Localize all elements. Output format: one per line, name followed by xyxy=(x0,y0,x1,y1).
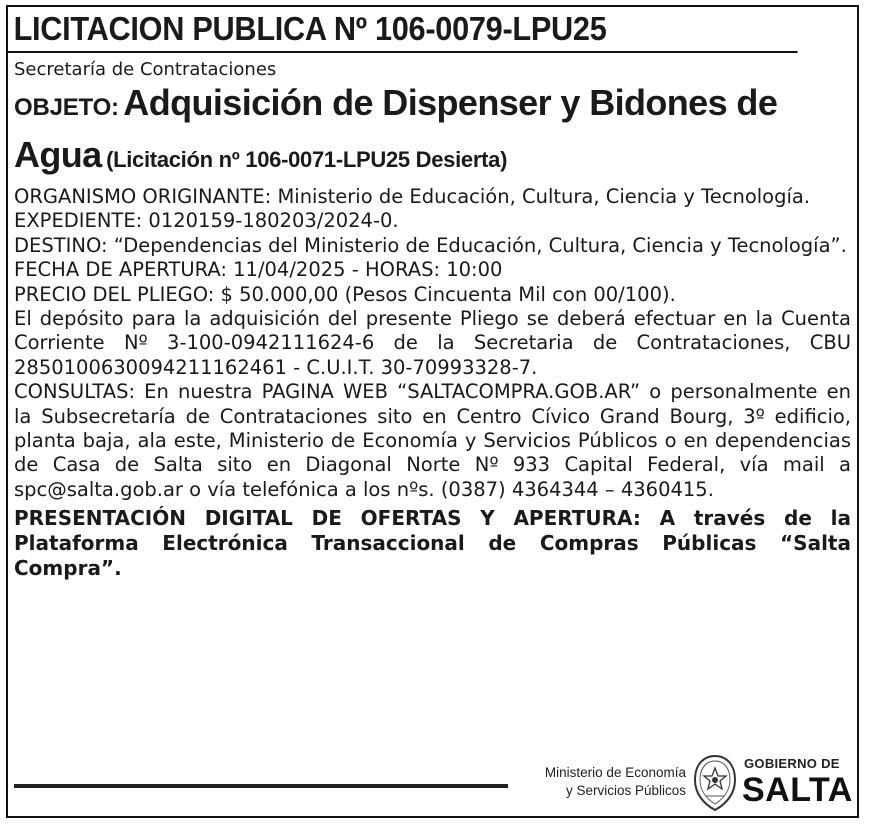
footer xyxy=(8,746,857,816)
objeto-label: OBJETO: xyxy=(14,94,119,121)
ministerio-label xyxy=(512,764,686,800)
presentacion-field: PRESENTACIÓN DIGITAL DE OFERTAS Y APERTURA: A través de la Plataforma Electrónica Transaccional de Compras Públicas “Salta Compra”. xyxy=(14,506,851,581)
precio-field: PRECIO DEL PLIEGO: $ 50.000,00 (Pesos Cincuenta Mil con 00/100). xyxy=(14,282,676,306)
salta-logo-text: SALTA xyxy=(742,771,853,809)
deposito-field: El depósito para la adquisición del presente Pliego se deberá efectuar en la Cuenta Corriente Nº 3-100-0942111624-6 de la Secretaria de Contrataciones, CBU 2850100630094211162461 - C.U.I.T. 30-70993328-7. xyxy=(14,307,851,379)
objeto-note: (Licitación nº 106-0071-LPU25 Desierta) xyxy=(106,147,508,172)
objeto-main: Adquisición de Dispenser y Bidones de Agua xyxy=(14,82,778,175)
footer-divider xyxy=(14,784,508,788)
notice-title: LICITACION PUBLICA Nº 106-0079-LPU25 xyxy=(8,7,798,53)
expediente-field: EXPEDIENTE: 0120159-180203/2024-0. xyxy=(14,209,399,233)
secretaria-label: Secretaría de Contrataciones xyxy=(14,59,277,80)
ministerio-line-1: Ministerio de Economía xyxy=(544,765,686,780)
notice-frame xyxy=(6,5,859,818)
gobierno-label: GOBIERNO DE xyxy=(744,756,840,771)
consultas-field: CONSULTAS: En nuestra PAGINA WEB “SALTACOMPRA.GOB.AR” o personalmente en la Subsecretaría de Contrataciones sito en Centro Cívico Grand Bourg, 3º edificio, planta baja, ala este, Ministerio de Economía y Servicios Públicos o en dependencias de Casa de Salta sito en Diagonal Norte Nº 933 Capital Federal, vía mail a spc@salta.gob.ar o vía telefónica a los nºs. (0387) 4364344 – 4360415. xyxy=(14,380,851,501)
notice-body xyxy=(14,185,851,502)
organismo-field: ORGANISMO ORIGINANTE: Ministerio de Educación, Cultura, Ciencia y Tecnología. xyxy=(14,185,811,208)
notice-content xyxy=(8,53,857,581)
destino-field: DESTINO: “Dependencias del Ministerio de Educación, Cultura, Ciencia y Tecnología”. xyxy=(14,233,847,257)
provincial-seal-icon xyxy=(692,754,738,812)
ministerio-line-2: y Servicios Públicos xyxy=(565,783,686,798)
objeto-heading xyxy=(14,81,851,185)
fecha-field: FECHA DE APERTURA: 11/04/2025 - HORAS: 10:00 xyxy=(14,258,503,282)
